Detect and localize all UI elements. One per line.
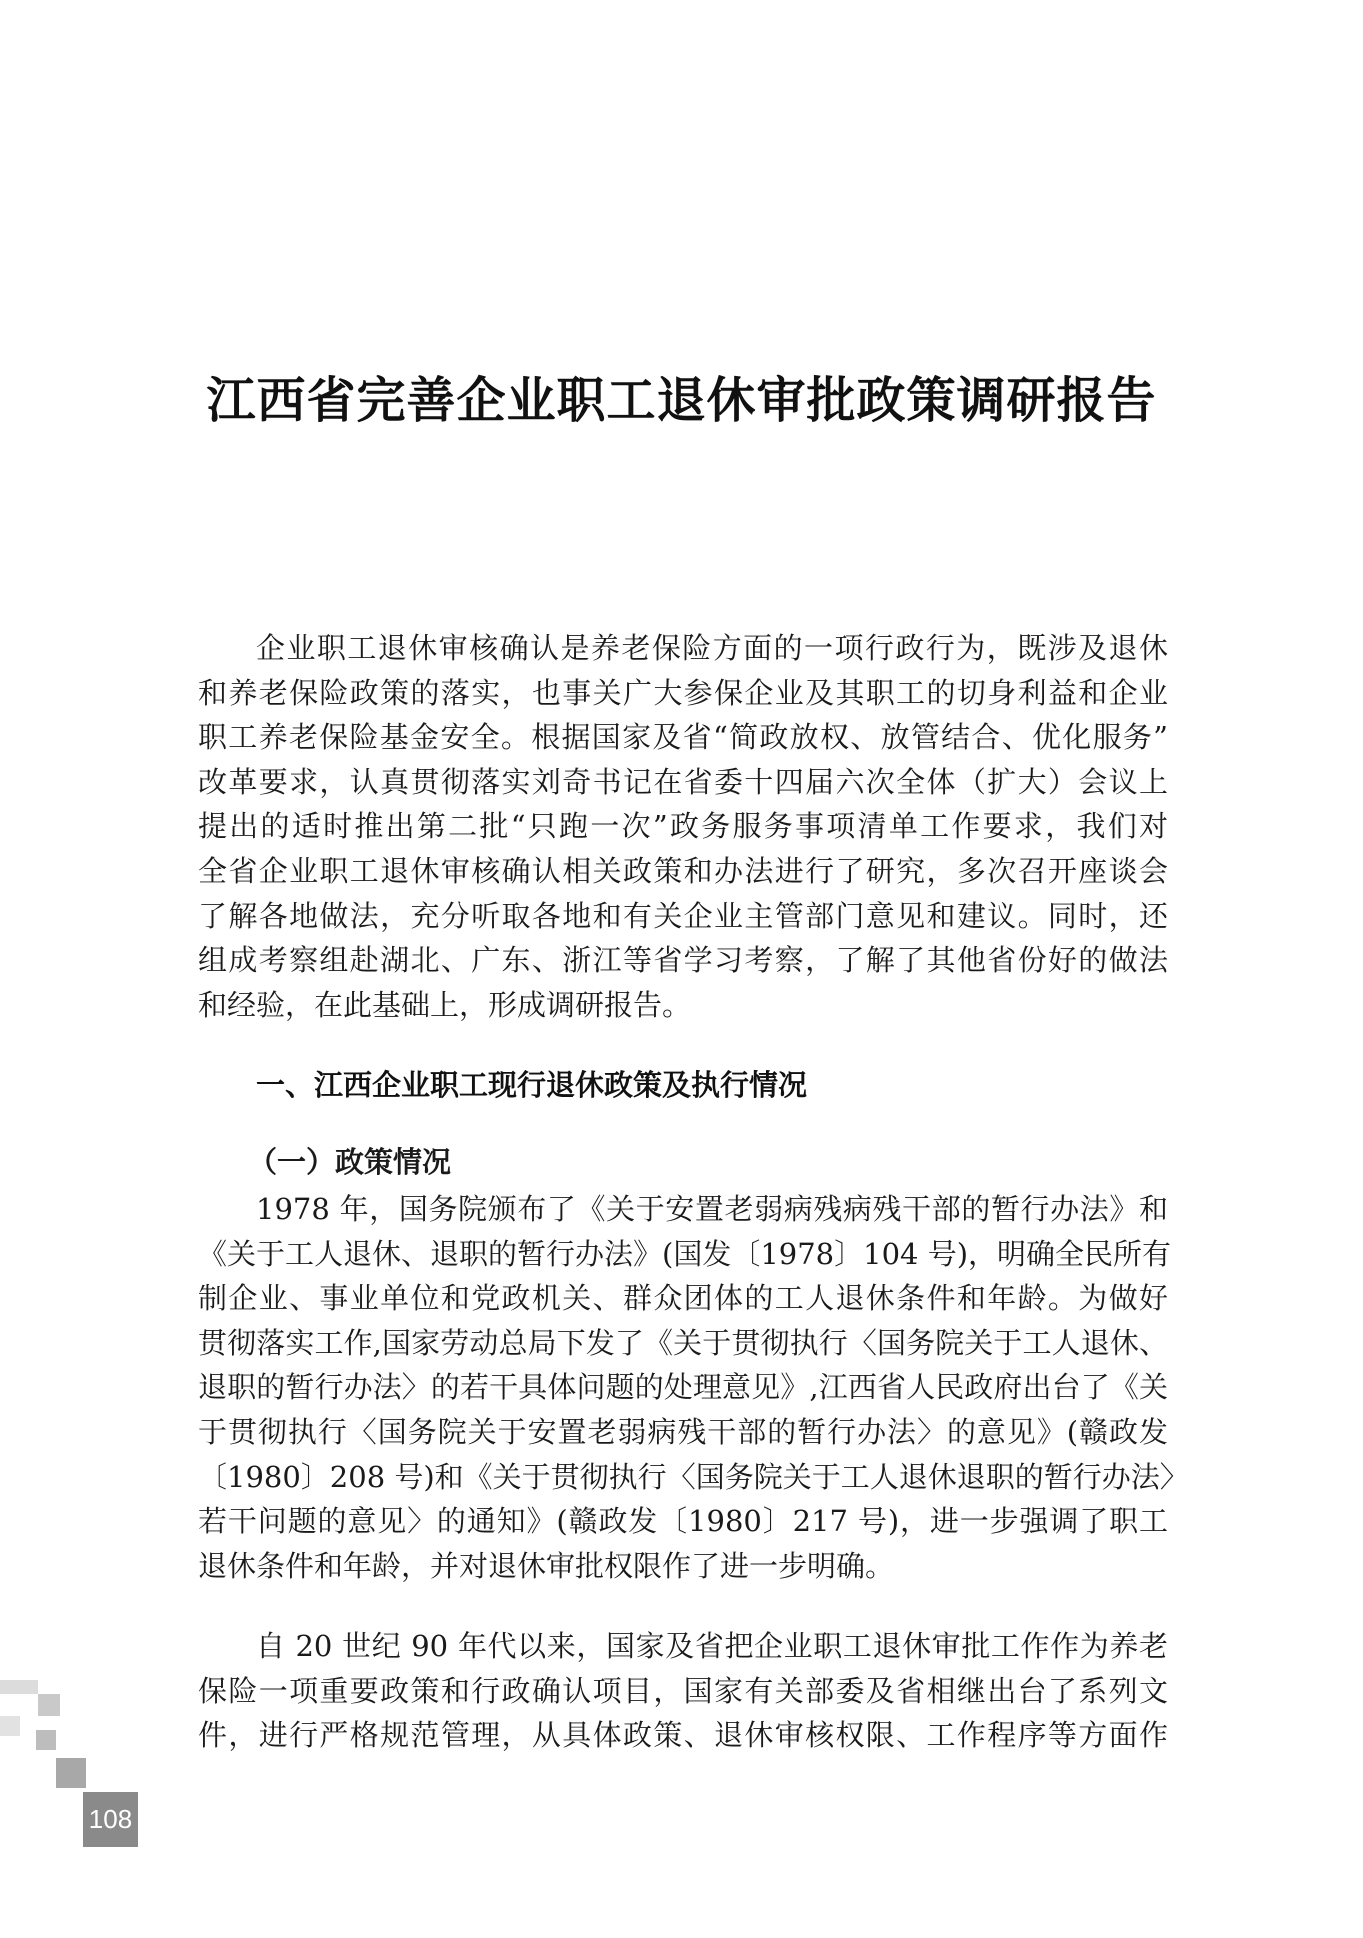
text-line: 退职的暂行办法〉的若干具体问题的处理意见》,江西省人民政府出台了《关 (198, 1370, 1168, 1405)
text-line: 和养老保险政策的落实，也事关广大参保企业及其职工的切身利益和企业 (198, 675, 1168, 710)
text-line: 若干问题的意见〉的通知》(赣政发〔1980〕217 号)，进一步强调了职工 (198, 1504, 1168, 1539)
page-number: 108 (83, 1792, 138, 1847)
text-line: 件，进行严格规范管理，从具体政策、退休审核权限、工作程序等方面作 (198, 1718, 1168, 1753)
policy-paragraph-2 (198, 1624, 1168, 1758)
text-line: 贯彻落实工作,国家劳动总局下发了《关于贯彻执行〈国务院关于工人退休、 (198, 1325, 1168, 1360)
text-line: 全省企业职工退休审核确认相关政策和办法进行了研究，多次召开座谈会 (198, 853, 1168, 888)
text-line: 〔1980〕208 号)和《关于贯彻执行〈国务院关于工人退休退职的暂行办法〉 (198, 1459, 1189, 1494)
text-line: 企业职工退休审核确认是养老保险方面的一项行政行为，既涉及退休 (256, 631, 1168, 665)
intro-paragraph (198, 626, 1168, 1027)
text-line: 1978 年，国务院颁布了《关于安置老弱病残病残干部的暂行办法》和 (256, 1192, 1168, 1226)
subsection-heading: （一）政策情况 (248, 1145, 452, 1179)
decorative-square (36, 1730, 56, 1750)
section-heading: 一、江西企业职工现行退休政策及执行情况 (256, 1068, 808, 1102)
page-title: 江西省完善企业职工退休审批政策调研报告 (206, 372, 1157, 429)
text-line: 制企业、事业单位和党政机关、群众团体的工人退休条件和年龄。为做好 (198, 1281, 1168, 1316)
text-line: 保险一项重要政策和行政确认项目，国家有关部委及省相继出台了系列文 (198, 1673, 1168, 1708)
text-line: 于贯彻执行〈国务院关于安置老弱病残干部的暂行办法〉的意见》(赣政发 (198, 1414, 1168, 1449)
text-line: 组成考察组赴湖北、广东、浙江等省学习考察，了解了其他省份好的做法 (198, 943, 1168, 978)
text-line: 职工养老保险基金安全。根据国家及省“简政放权、放管结合、优化服务” (198, 720, 1168, 755)
decorative-square (0, 1680, 38, 1694)
policy-paragraph-1 (198, 1187, 1189, 1588)
decorative-square (0, 1716, 20, 1736)
decorative-square (38, 1694, 60, 1716)
text-line: 自 20 世纪 90 年代以来，国家及省把企业职工退休审批工作作为养老 (256, 1629, 1168, 1663)
text-line: 提出的适时推出第二批“只跑一次”政务服务事项清单工作要求，我们对 (198, 809, 1168, 844)
text-line: 改革要求，认真贯彻落实刘奇书记在省委十四届六次全体（扩大）会议上 (198, 764, 1168, 799)
text-line: 了解各地做法，充分听取各地和有关企业主管部门意见和建议。同时，还 (198, 898, 1168, 933)
decorative-square (56, 1758, 86, 1788)
text-line: 退休条件和年龄，并对退休审批权限作了进一步明确。 (198, 1548, 895, 1583)
text-line: 和经验，在此基础上，形成调研报告。 (198, 987, 692, 1022)
text-line: 《关于工人退休、退职的暂行办法》(国发〔1978〕104 号)，明确全民所有 (198, 1236, 1172, 1271)
